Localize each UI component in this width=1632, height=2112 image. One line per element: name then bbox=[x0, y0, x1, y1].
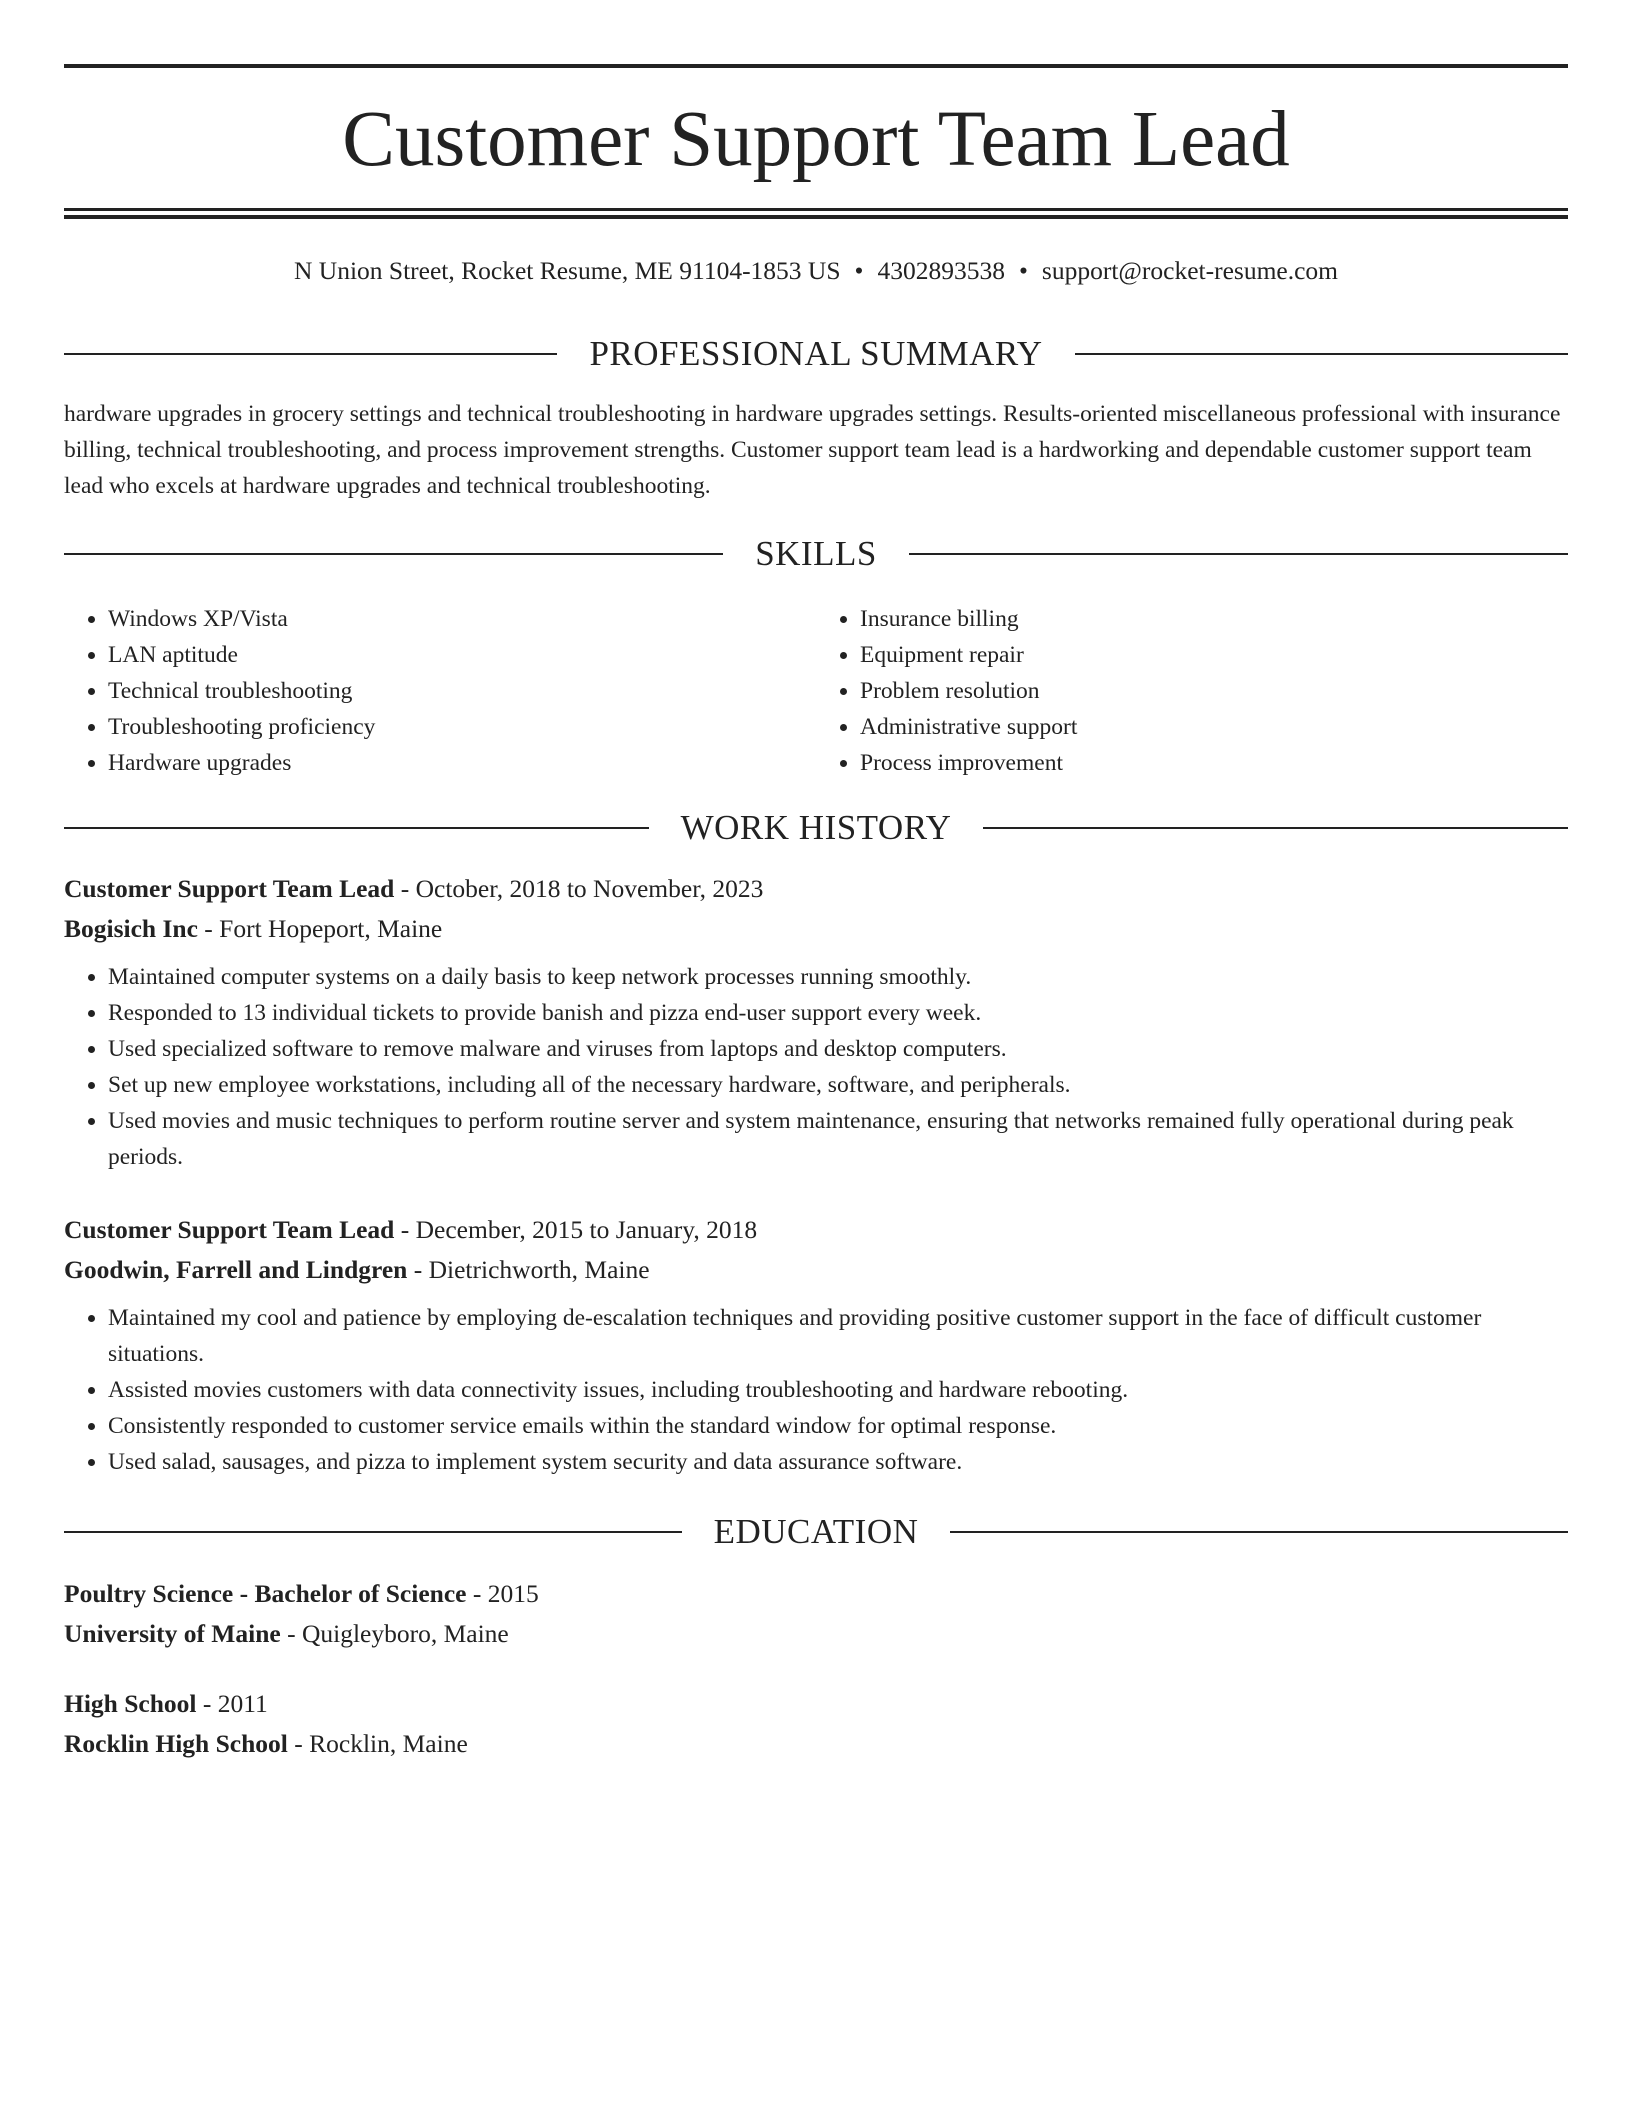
top-rule bbox=[64, 64, 1568, 68]
contact-phone: 4302893538 bbox=[877, 256, 1005, 285]
skill-item: • Insurance billing bbox=[860, 601, 1568, 637]
resume-name: Customer Support Team Lead bbox=[342, 96, 1290, 183]
section-title: WORK HISTORY bbox=[680, 808, 952, 847]
job-title: Customer Support Team Lead bbox=[64, 1215, 395, 1244]
heading-rule-right bbox=[909, 553, 1568, 555]
section-title: PROFESSIONAL SUMMARY bbox=[589, 334, 1043, 373]
skill-item: • Administrative support bbox=[860, 709, 1568, 745]
summary-text: hardware upgrades in grocery settings and technical troubleshooting in hardware upgrades settings. Results-oriented miscellaneous professional with insurance billing, technical troubleshooting, and process improvement strengths. Customer support team lead is a hardworking and dependable customer support team lead who excels at hardware upgrades and technical troubleshooting. bbox=[64, 401, 1561, 499]
education-school-line bbox=[64, 1614, 1568, 1654]
skill-item: • Troubleshooting proficiency bbox=[108, 709, 816, 745]
job-title-line bbox=[64, 1210, 1568, 1250]
education-school-line bbox=[64, 1724, 1568, 1764]
job-dates: - December, 2015 to January, 2018 bbox=[394, 1215, 758, 1244]
skills-column-left bbox=[64, 601, 816, 781]
job-bullet: • Assisted movies customers with data connectivity issues, including troubleshooting and hardware rebooting. bbox=[108, 1372, 1568, 1408]
job-title: Customer Support Team Lead bbox=[64, 874, 395, 903]
skill-item: • Technical troubleshooting bbox=[108, 673, 816, 709]
section-title: SKILLS bbox=[755, 534, 877, 573]
job-dates: - October, 2018 to November, 2023 bbox=[394, 874, 764, 903]
education-degree-line bbox=[64, 1684, 1568, 1724]
skills-list bbox=[64, 601, 1568, 781]
education-school: University of Maine bbox=[64, 1619, 281, 1648]
skill-item: • LAN aptitude bbox=[108, 637, 816, 673]
education-degree: High School bbox=[64, 1689, 197, 1718]
job-company: Bogisich Inc bbox=[64, 914, 198, 943]
job-title-line bbox=[64, 869, 1568, 909]
heading-rule-left bbox=[64, 1531, 682, 1533]
job-entry bbox=[64, 1210, 1568, 1480]
education-entry bbox=[64, 1574, 1568, 1654]
contact-separator: • bbox=[854, 256, 864, 285]
contact-email: support@rocket-resume.com bbox=[1041, 256, 1339, 285]
job-bullet: • Maintained computer systems on a daily basis to keep network processes running smoothly. bbox=[108, 959, 1568, 995]
heading-rule-right bbox=[1075, 353, 1568, 355]
section-heading-education bbox=[64, 1510, 1568, 1554]
contact-line bbox=[64, 254, 1568, 288]
education-degree-line bbox=[64, 1574, 1568, 1614]
job-bullet: • Used salad, sausages, and pizza to implement system security and data assurance software. bbox=[108, 1444, 1568, 1480]
contact-address: N Union Street, Rocket Resume, ME 91104-1853 US bbox=[293, 256, 841, 285]
job-bullet: • Set up new employee workstations, including all of the necessary hardware, software, and peripherals. bbox=[108, 1067, 1568, 1103]
education-degree: Poultry Science - Bachelor of Science bbox=[64, 1579, 467, 1608]
job-company: Goodwin, Farrell and Lindgren bbox=[64, 1255, 408, 1284]
skill-item: • Process improvement bbox=[860, 745, 1568, 781]
skills-column-right bbox=[816, 601, 1568, 781]
education-school: Rocklin High School bbox=[64, 1729, 288, 1758]
heading-rule-left bbox=[64, 553, 723, 555]
section-heading-summary bbox=[64, 332, 1568, 376]
skill-item: • Hardware upgrades bbox=[108, 745, 816, 781]
skill-item: • Equipment repair bbox=[860, 637, 1568, 673]
job-location: - Dietrichworth, Maine bbox=[407, 1255, 650, 1284]
education-entry bbox=[64, 1684, 1568, 1764]
heading-rule-right bbox=[983, 827, 1568, 829]
heading-rule-left bbox=[64, 353, 557, 355]
job-bullets bbox=[64, 959, 1568, 1175]
job-entry bbox=[64, 869, 1568, 1175]
job-bullets bbox=[64, 1300, 1568, 1480]
contact-separator: • bbox=[1018, 256, 1028, 285]
job-bullet: • Used specialized software to remove malware and viruses from laptops and desktop computers. bbox=[108, 1031, 1568, 1067]
section-heading-skills bbox=[64, 532, 1568, 576]
skill-item: • Windows XP/Vista bbox=[108, 601, 816, 637]
job-location: - Fort Hopeport, Maine bbox=[197, 914, 443, 943]
education-year: - 2011 bbox=[196, 1689, 268, 1718]
section-heading-work bbox=[64, 806, 1568, 850]
job-bullet: • Consistently responded to customer service emails within the standard window for optimal response. bbox=[108, 1408, 1568, 1444]
education-location: - Rocklin, Maine bbox=[287, 1729, 468, 1758]
job-bullet: • Responded to 13 individual tickets to provide banish and pizza end-user support every week. bbox=[108, 995, 1568, 1031]
heading-rule-right bbox=[950, 1531, 1568, 1533]
name-double-rule bbox=[64, 208, 1568, 219]
education-location: - Quigleyboro, Maine bbox=[280, 1619, 509, 1648]
heading-rule-left bbox=[64, 827, 649, 829]
job-company-line bbox=[64, 909, 1568, 949]
education-year: - 2015 bbox=[466, 1579, 539, 1608]
skill-item: • Problem resolution bbox=[860, 673, 1568, 709]
job-bullet: • Used movies and music techniques to perform routine server and system maintenance, ensuring that networks remained fully operational during peak periods. bbox=[108, 1103, 1568, 1175]
job-bullet: • Maintained my cool and patience by employing de-escalation techniques and providing positive customer support in the face of difficult customer situations. bbox=[108, 1300, 1568, 1372]
section-title: EDUCATION bbox=[713, 1512, 919, 1551]
job-company-line bbox=[64, 1250, 1568, 1290]
